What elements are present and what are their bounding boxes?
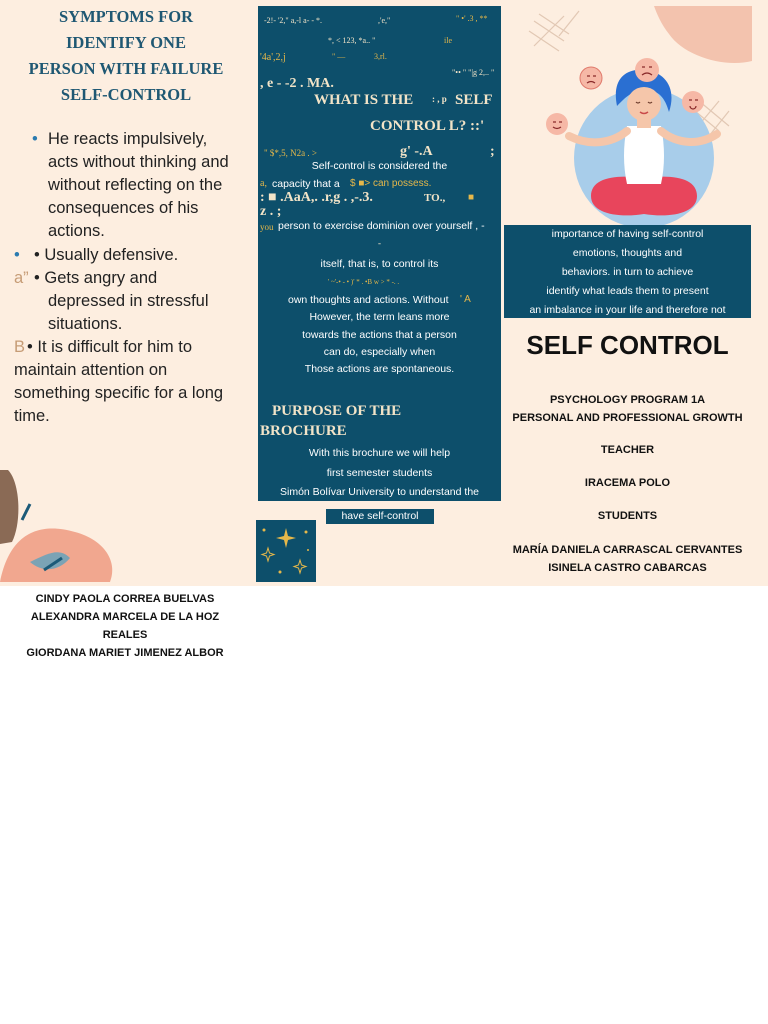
ocr-noise: "•• " "|g 2,.. ": [452, 68, 495, 77]
students-label: STUDENTS: [597, 510, 658, 522]
paragraph-line: itself, that is, to control its: [320, 258, 439, 270]
symptom-line: time.: [14, 407, 50, 425]
ocr-noise: " —: [332, 52, 346, 61]
star-pattern: [256, 520, 316, 582]
dot-icon: [305, 531, 308, 534]
student-name: REALES: [102, 629, 148, 641]
ocr-noise: ;: [490, 144, 495, 159]
purpose-heading: [260, 401, 500, 441]
ocr-noise: ile: [444, 36, 452, 45]
student-name: GIORDANA MARIET JIMENEZ ALBOR: [26, 647, 224, 659]
meditating-woman-icon: [519, 6, 752, 226]
tank-top: [624, 126, 664, 184]
symptom-line: • Usually defensive.: [34, 246, 179, 264]
student-name: ALEXANDRA MARCELA DE LA HOZ: [30, 611, 220, 623]
dot-icon: [279, 571, 282, 574]
purpose-title-line: PURPOSE OF THE: [272, 403, 402, 419]
star-icon: [294, 560, 306, 573]
what-title-line: SELF: [455, 92, 493, 108]
star-icon: [276, 528, 296, 548]
brochure-title: SELF CONTROL: [526, 330, 729, 360]
student-names-left: [14, 590, 236, 662]
ocr-noise: ■: [468, 192, 475, 203]
ocr-noise: : ■ .AaA,. .r,g . ,-.3.: [260, 190, 373, 205]
student-names-right: [505, 541, 750, 577]
heading-line: SYMPTOMS FOR: [59, 7, 193, 26]
importance-line: behaviors. in turn to achieve: [561, 266, 694, 278]
paragraph-line: own thoughts and actions. Without: [288, 294, 449, 306]
meditation-illustration: [519, 6, 752, 226]
paragraph-line: can do, especially when: [323, 346, 436, 358]
ocr-noise: ' A: [460, 294, 471, 305]
importance-panel: [504, 225, 751, 318]
program-line: PSYCHOLOGY PROGRAM 1A: [549, 394, 706, 406]
purpose-continuation: have self-control: [326, 509, 434, 524]
paragraph-line: Self-control is considered the: [311, 160, 448, 172]
ocr-noise: g' -.A: [400, 144, 433, 159]
ocr-noise: $ ■> can possess.: [350, 178, 432, 189]
navy-stroke: [22, 504, 30, 520]
symptom-line: maintain attention on: [14, 361, 168, 379]
what-title-line: : , p: [432, 94, 447, 104]
ocr-noise: 3,rl.: [374, 52, 387, 61]
symptom-line: • It is difficult for him to: [27, 338, 193, 356]
symptom-line: actions.: [48, 222, 105, 240]
heading-line: PERSON WITH FAILURE: [28, 59, 224, 78]
ocr-noise: '4a',2,j: [260, 52, 286, 63]
symptom-line: • Gets angry and: [34, 269, 158, 287]
what-title-line: WHAT IS THE: [314, 92, 414, 108]
purpose-line: Simón Bolívar University to understand the: [279, 486, 479, 498]
ocr-noise: , e - -2 . MA.: [260, 76, 334, 91]
purpose-line: first semester students: [326, 467, 433, 479]
ocr-noise: *, < 123, *a.. ": [328, 36, 376, 45]
what-title-line: CONTROL L? ::': [370, 118, 485, 134]
ocr-noise: ,'e,": [378, 16, 391, 25]
symptom-line: something specific for a long: [14, 384, 224, 402]
decorative-blobs: [0, 462, 130, 586]
bullet-marker: B: [14, 338, 26, 356]
ocr-noise: a,: [260, 178, 267, 189]
teacher-name: IRACEMA POLO: [584, 477, 671, 489]
importance-line: an imbalance in your life and therefore not: [529, 304, 726, 316]
symptom-line: acts without thinking and: [48, 153, 229, 171]
purpose-title-line: BROCHURE: [260, 423, 347, 439]
paragraph-line: Those actions are spontaneous.: [304, 363, 455, 375]
face: [627, 87, 661, 121]
ocr-noise: ' ~'-• - • )' * . •B w > * -. .: [328, 278, 400, 286]
paragraph-line: However, the term leans more: [309, 311, 450, 323]
paragraph-line: person to exercise dominion over yourself , -: [278, 220, 485, 232]
what-is-self-control-panel: [258, 6, 501, 501]
bullet-marker: •: [32, 130, 38, 148]
heading-line: SELF-CONTROL: [60, 85, 192, 104]
symptom-line: consequences of his: [48, 199, 199, 217]
importance-line: importance of having self-control: [551, 228, 704, 240]
bullet-marker: a”: [14, 269, 29, 287]
symptom-line: depressed in stressful: [48, 292, 209, 310]
peach-corner-shape: [654, 6, 752, 63]
ocr-noise: TO.,: [424, 192, 446, 204]
student-name: MARÍA DANIELA CARRASCAL CERVANTES: [512, 544, 743, 556]
dot-icon: [307, 549, 309, 551]
ocr-noise: z . ;: [260, 204, 282, 219]
star-icon: [262, 548, 274, 561]
ocr-noise: -: [378, 238, 381, 248]
bullet-marker: •: [14, 246, 20, 264]
symptoms-heading: [14, 4, 238, 108]
symptom-line: situations.: [48, 315, 123, 333]
teacher-label: TEACHER: [600, 444, 655, 456]
program-info: [505, 391, 750, 427]
ocr-noise: " $*,5, N2a . >: [264, 148, 317, 158]
heading-line: IDENTIFY ONE: [66, 33, 186, 52]
symptom-line: He reacts impulsively,: [48, 130, 208, 148]
brown-leaf: [0, 470, 18, 544]
ocr-noise: you: [260, 222, 274, 232]
paragraph-line: capacity that a: [272, 178, 340, 190]
ocr-noise: -2!- '2," a,-l a- - *.: [264, 16, 323, 25]
symptom-line: without reflecting on the: [48, 176, 223, 194]
ocr-noise: " •' .3 , **: [456, 14, 488, 23]
program-line: PERSONAL AND PROFESSIONAL GROWTH: [512, 412, 743, 424]
student-name: CINDY PAOLA CORREA BUELVAS: [35, 593, 215, 605]
importance-line: identify what leads them to present: [546, 285, 709, 297]
dot-icon: [263, 529, 266, 532]
paragraph-line: towards the actions that a person: [302, 329, 457, 341]
student-name: ISINELA CASTRO CABARCAS: [548, 562, 707, 574]
importance-line: emotions, thoughts and: [572, 247, 683, 259]
purpose-line: With this brochure we will help: [308, 447, 451, 459]
